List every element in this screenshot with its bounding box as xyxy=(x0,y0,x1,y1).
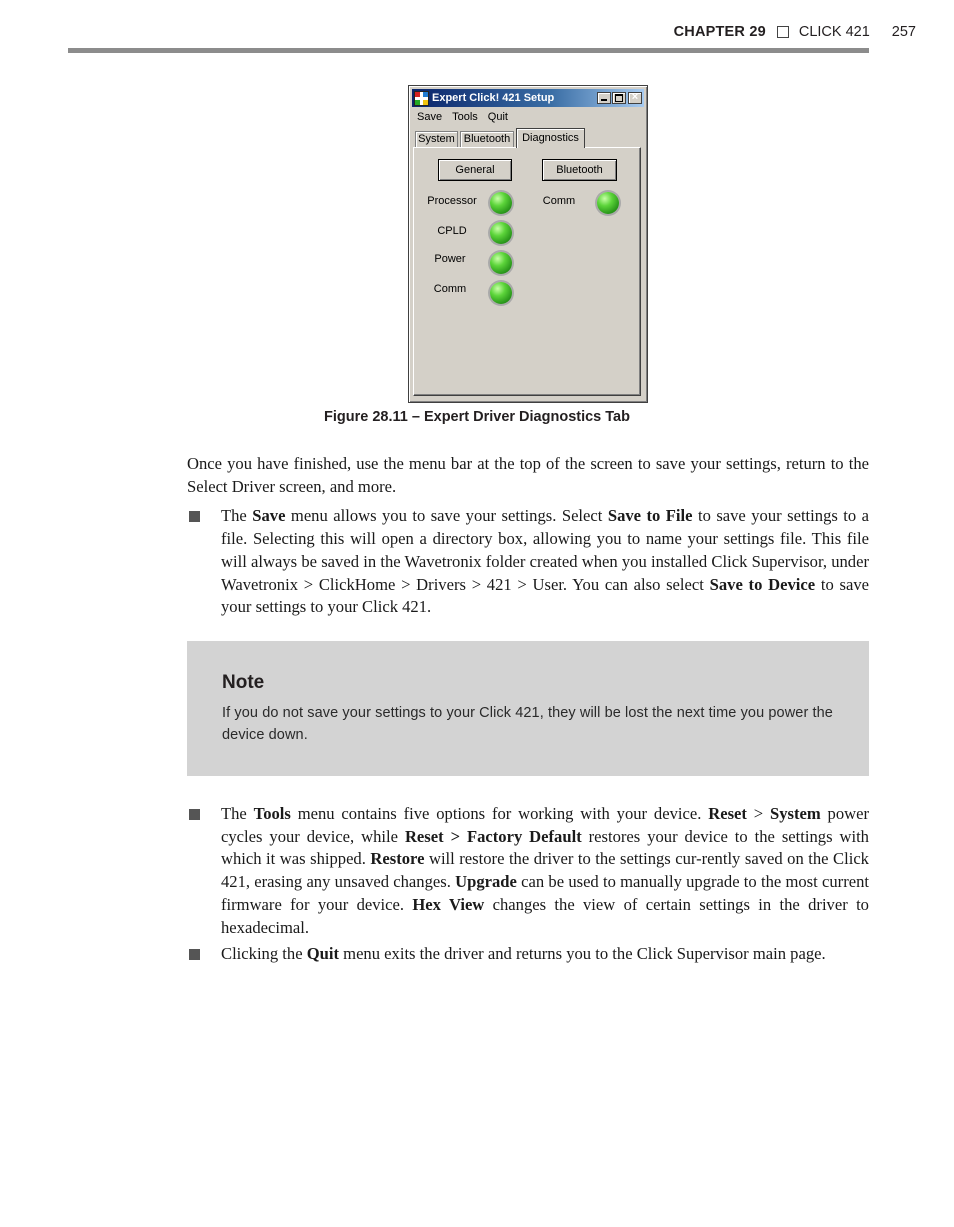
intro-paragraph: Once you have finished, use the menu bar at the top of the screen to save your settings, return to the Select Driver screen, and more. xyxy=(187,454,869,496)
indicator-label-power: Power xyxy=(434,253,466,265)
comm-status-led-icon xyxy=(490,282,512,304)
maximize-icon[interactable] xyxy=(612,92,626,104)
note-text: If you do not save your settings to your Click 421, they will be lost the next time you power the device down. xyxy=(222,705,833,743)
separator-box-icon xyxy=(777,26,789,38)
cpld-status-led-icon xyxy=(490,222,512,244)
dialog-title: Expert Click! 421 Setup xyxy=(432,92,555,104)
page-number: 257 xyxy=(891,24,916,40)
menu-save[interactable]: Save xyxy=(417,111,443,123)
setup-dialog-window xyxy=(408,85,648,403)
body-section-save xyxy=(187,453,869,619)
general-button[interactable]: General xyxy=(438,159,512,181)
body-section-tools-quit xyxy=(187,803,869,966)
menu-quit[interactable]: Quit xyxy=(487,111,508,123)
bullet-tools-menu: The Tools menu contains five options for working with your device. Reset > System power cycles your device, while Reset > Factory Default restores your device to the settings with which it was shipped. Restore will restore the driver to the settings cur-rently saved on the Click 421, erasing any unsaved changes. Upgrade can be used to manually upgrade to the most current firmware for your device. Hex View changes the view of certain settings in the driver to hexadecimal. xyxy=(187,803,869,939)
app-icon xyxy=(414,91,429,106)
dialog-menubar xyxy=(417,111,518,123)
bullet-save-menu: The Save menu allows you to save your settings. Select Save to File to save your settings to a file. Selecting this will open a directory box, allowing you to name your settings file. This file will always be saved in the Wavetronix folder created when you installed Click Supervisor, under Wavetronix > ClickHome > Drivers > 421 > User. You can also select Save to Device to save your settings to your Click 421. xyxy=(187,505,869,619)
tab-bluetooth[interactable]: Bluetooth xyxy=(460,131,514,147)
bluetooth-comm-status-led-icon xyxy=(597,192,619,214)
note-title: Note xyxy=(222,672,265,693)
bluetooth-indicator-label-comm: Comm xyxy=(542,195,576,207)
section-label: CLICK 421 xyxy=(798,24,870,40)
figure-caption: Figure 28.11 – Expert Driver Diagnostics Tab xyxy=(324,409,630,425)
indicator-label-cpld: CPLD xyxy=(437,225,467,237)
note-box xyxy=(187,641,869,776)
bluetooth-button[interactable]: Bluetooth xyxy=(542,159,617,181)
running-header xyxy=(674,24,916,40)
header-rule xyxy=(68,48,869,53)
bullet-quit-menu: Clicking the Quit menu exits the driver and returns you to the Click Supervisor main page. xyxy=(187,943,869,966)
close-icon[interactable]: × xyxy=(628,92,642,104)
tab-diagnostics[interactable]: Diagnostics xyxy=(516,128,585,148)
indicator-label-comm: Comm xyxy=(433,283,467,295)
indicator-label-processor: Processor xyxy=(427,195,477,207)
processor-status-led-icon xyxy=(490,192,512,214)
dialog-titlebar[interactable] xyxy=(412,89,644,107)
tab-system[interactable]: System xyxy=(415,131,458,147)
minimize-icon[interactable] xyxy=(597,92,611,104)
diagnostics-panel xyxy=(413,147,641,396)
menu-tools[interactable]: Tools xyxy=(452,111,478,123)
chapter-label: CHAPTER 29 xyxy=(673,24,766,40)
power-status-led-icon xyxy=(490,252,512,274)
